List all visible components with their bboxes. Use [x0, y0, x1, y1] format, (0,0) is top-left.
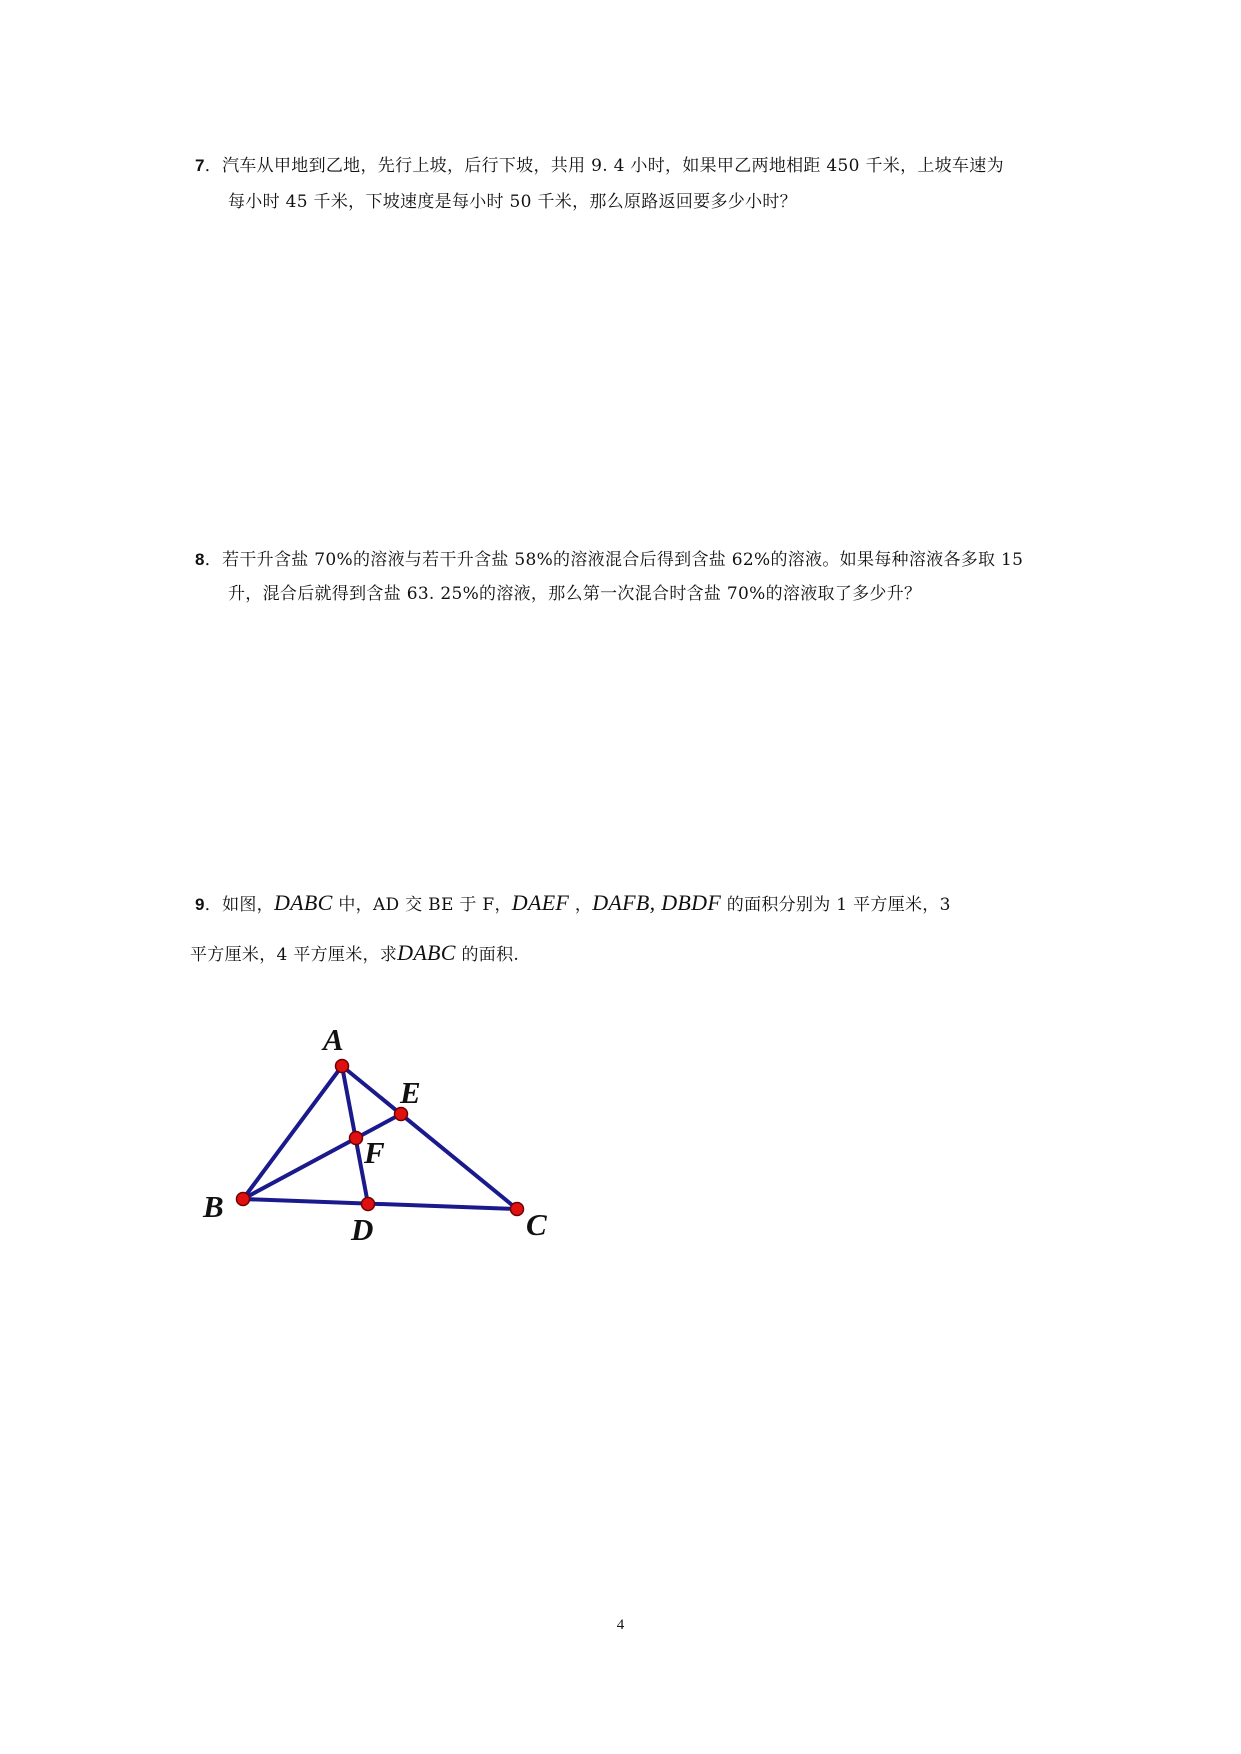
q9-text-3: ， — [574, 895, 593, 915]
q9-text-2: 中，AD 交 BE 于 F， — [338, 895, 512, 915]
q7-text-1: 汽车从甲地到乙地，先行上坡，后行下坡，共用 9. 4 小时，如果甲乙两地相距 450 千米，上坡车速为 — [222, 156, 1004, 176]
point-c — [511, 1203, 524, 1216]
q9-text-1: 如图， — [222, 895, 274, 915]
label-b: B — [203, 1189, 224, 1224]
q9-math-abc-2: DABC — [397, 940, 456, 965]
q7-text-2: 每小时 45 千米，下坡速度是每小时 50 千米，那么原路返回要多少小时？ — [228, 192, 797, 212]
triangle-figure — [195, 1010, 565, 1270]
q9-math-abc: DABC — [273, 890, 333, 915]
q8-line-2 — [228, 583, 921, 605]
q9-text-5: 平方厘米，4 平方厘米，求 — [190, 945, 398, 965]
label-d: D — [351, 1212, 374, 1247]
q9-text-4: 的面积分别为 1 平方厘米，3 — [726, 895, 951, 915]
label-e: E — [400, 1075, 421, 1110]
q9-sep: ． — [204, 895, 223, 915]
segment-bc — [243, 1199, 517, 1209]
q9-math-aef: DAEF — [511, 890, 570, 915]
page-number: 4 — [616, 1617, 625, 1633]
q8-number: 8 — [195, 550, 205, 569]
q9-math-afb-bdf: DAFB, DBDF — [592, 890, 722, 915]
label-a: A — [323, 1022, 344, 1057]
q7-number: 7 — [195, 156, 205, 175]
q9-line-2 — [190, 942, 519, 966]
q8-line-1 — [195, 549, 1023, 571]
q9-text-6: 的面积. — [461, 945, 520, 965]
q8-text-1: 若干升含盐 70%的溶液与若干升含盐 58%的溶液混合后得到含盐 62%的溶液。如果每种溶液各多取 15 — [222, 550, 1024, 570]
point-f — [350, 1132, 363, 1145]
q7-line-1 — [195, 155, 1004, 177]
label-f: F — [364, 1135, 385, 1170]
q8-text-2: 升，混合后就得到含盐 63. 25%的溶液，那么第一次混合时含盐 70%的溶液取了多少升？ — [228, 584, 922, 604]
point-a — [336, 1060, 349, 1073]
q9-line-1 — [195, 892, 951, 916]
q8-sep: ． — [204, 550, 223, 570]
point-d — [362, 1198, 375, 1211]
point-b — [237, 1193, 250, 1206]
label-c: C — [526, 1207, 547, 1242]
q9-number: 9 — [195, 895, 205, 914]
q7-sep: ． — [204, 156, 223, 176]
q7-line-2 — [228, 191, 797, 213]
segment-ab — [243, 1066, 342, 1199]
